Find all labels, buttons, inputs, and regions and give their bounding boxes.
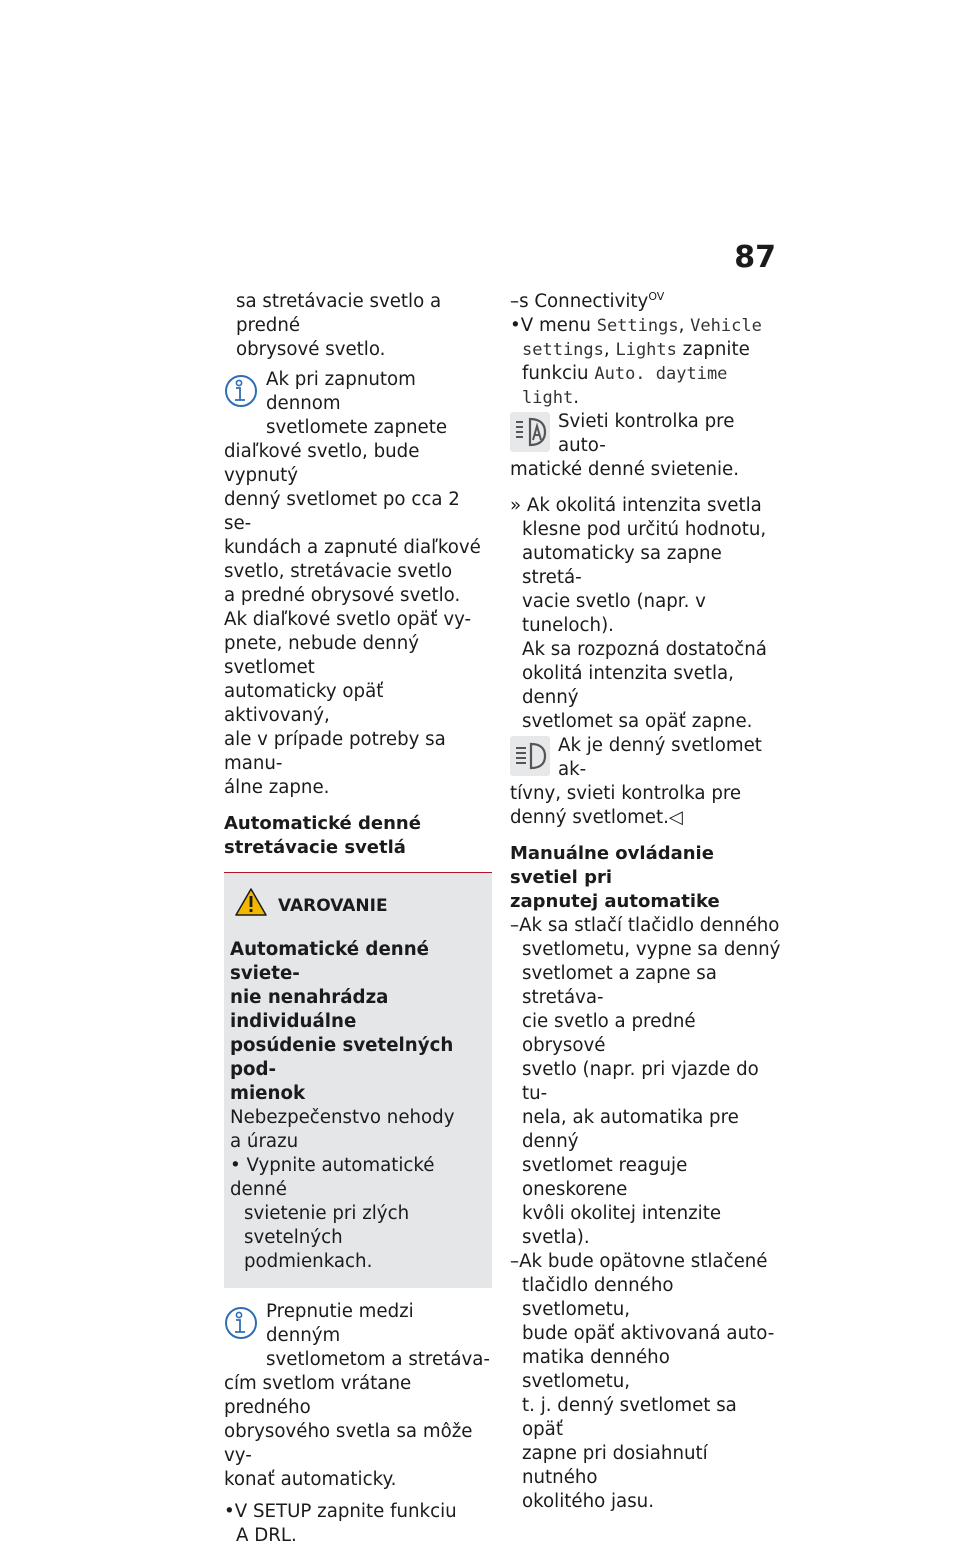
info-icon bbox=[224, 1302, 258, 1349]
text-line: obrysového svetla sa môže vy- bbox=[224, 1421, 473, 1466]
intro-paragraph bbox=[224, 290, 492, 362]
text-line: Nebezpečenstvo nehody bbox=[230, 1107, 455, 1128]
text-line: svetlomet a zapne sa stretáva- bbox=[522, 963, 717, 1008]
heading-line: zapnutej automatike bbox=[510, 891, 720, 912]
text-line: svetlomet reaguje oneskorene bbox=[522, 1155, 688, 1200]
warning-box bbox=[224, 873, 492, 1288]
connectivity-superscript: OV bbox=[648, 289, 665, 303]
menu-path: light bbox=[522, 388, 574, 408]
list-item bbox=[510, 914, 782, 1250]
menu-path: Vehicle bbox=[690, 316, 762, 336]
right-column bbox=[510, 290, 782, 1514]
text-line: Ak pri zapnutom dennom bbox=[266, 369, 416, 414]
text-run: , bbox=[603, 339, 616, 360]
text-line: nela, ak automatika pre denný bbox=[522, 1107, 739, 1152]
text-line: denný svetlomet.◁ bbox=[510, 807, 683, 828]
text-line: » Ak okolitá intenzita svetla bbox=[510, 495, 762, 516]
info-note-2 bbox=[224, 1300, 492, 1492]
text-line: Ak sa rozpozná dostatočná bbox=[522, 639, 767, 660]
text-line bbox=[510, 338, 782, 362]
text-line: okolitá intenzita svetla, denný bbox=[522, 663, 734, 708]
text-run: zapnite bbox=[676, 339, 750, 360]
text-line: sa stretávacie svetlo a predné bbox=[236, 291, 442, 336]
text-line: vacie svetlo (napr. v tuneloch). bbox=[522, 591, 706, 636]
text-line: A DRL. bbox=[236, 1525, 297, 1546]
text-line: svetlometom a stretáva- bbox=[266, 1349, 490, 1370]
text-line: posúdenie svetelných pod- bbox=[230, 1035, 454, 1080]
text-line: –Ak sa stlačí tlačidlo denného bbox=[510, 915, 780, 936]
text-line: –Ak bude opätovne stlačené bbox=[510, 1251, 768, 1272]
text-line: t. j. denný svetlomet sa opäť bbox=[522, 1395, 737, 1440]
text-line: automaticky sa zapne stretá- bbox=[522, 543, 722, 588]
warning-triangle-icon bbox=[234, 887, 268, 924]
warning-consequence bbox=[230, 1106, 484, 1154]
text-run: funkciu bbox=[522, 363, 595, 384]
text-line: zapne pri dosiahnutí nutného bbox=[522, 1443, 708, 1488]
warning-title: VAROVANIE bbox=[278, 895, 388, 916]
text-line: obrysové svetlo. bbox=[236, 339, 386, 360]
text-line: •V SETUP zapnite funkciu bbox=[224, 1501, 457, 1522]
text-line: Ak je denný svetlomet ak- bbox=[558, 735, 762, 780]
menu-path: Auto. daytime bbox=[594, 364, 728, 384]
text-line: a predné obrysové svetlo. bbox=[224, 585, 461, 606]
menu-step bbox=[510, 314, 782, 410]
section-heading bbox=[510, 842, 782, 914]
text-line: Automatické denné sviete- bbox=[230, 939, 430, 984]
menu-path: settings bbox=[522, 340, 604, 360]
text-line: kvôli okolitej intenzite svetla). bbox=[522, 1203, 722, 1248]
page-number: 87 bbox=[734, 240, 776, 275]
daytime-running-light-icon bbox=[510, 736, 550, 776]
text-line: okolitého jasu. bbox=[522, 1491, 654, 1512]
text-line: klesne pod určitú hodnotu, bbox=[522, 519, 767, 540]
text-line: kundách a zapnuté diaľkové bbox=[224, 537, 481, 558]
text-line: svetlometu, vypne sa denný bbox=[522, 939, 781, 960]
setup-step bbox=[224, 1500, 492, 1548]
menu-path: Lights bbox=[615, 340, 677, 360]
text-line bbox=[510, 314, 782, 338]
list-item bbox=[510, 1250, 782, 1514]
text-line: konať automaticky. bbox=[224, 1469, 397, 1490]
text-run: •V menu bbox=[510, 315, 597, 336]
text-line: • Vypnite automatické denné bbox=[230, 1155, 435, 1200]
text-line: svetlo, stretávacie svetlo bbox=[224, 561, 453, 582]
paragraph bbox=[224, 608, 492, 800]
result-paragraph bbox=[510, 494, 782, 734]
connectivity-text: –s Connectivity bbox=[510, 291, 649, 312]
text-line: svetlomete zapnete bbox=[266, 417, 448, 438]
text-line: Prepnutie medzi denným bbox=[266, 1301, 414, 1346]
heading-line: Manuálne ovládanie svetiel pri bbox=[510, 843, 714, 888]
left-column bbox=[224, 290, 492, 1548]
connectivity-line bbox=[510, 290, 782, 314]
text-line: automaticky opäť aktivovaný, bbox=[224, 681, 384, 726]
text-run: , bbox=[678, 315, 691, 336]
text-line: Ak diaľkové svetlo opäť vy- bbox=[224, 609, 472, 630]
text-line: pnete, nebude denný svetlomet bbox=[224, 633, 420, 678]
text-line: bude opäť aktivovaná auto- bbox=[522, 1323, 775, 1344]
text-line: a úrazu bbox=[230, 1131, 299, 1152]
text-line: álne zapne. bbox=[224, 777, 330, 798]
text-line: nie nenahrádza individuálne bbox=[230, 987, 389, 1032]
text-line: matické denné svietenie. bbox=[510, 459, 740, 480]
indicator-note-drl bbox=[510, 734, 782, 830]
text-line: svetlomet sa opäť zapne. bbox=[522, 711, 753, 732]
text-line bbox=[510, 362, 782, 386]
text-line: cie svetlo a predné obrysové bbox=[522, 1011, 696, 1056]
info-icon bbox=[224, 370, 258, 417]
info-note-1 bbox=[224, 368, 492, 608]
text-line: Svieti kontrolka pre auto- bbox=[558, 411, 735, 456]
text-line: matika denného svetlometu, bbox=[522, 1347, 670, 1392]
text-line: tlačidlo denného svetlometu, bbox=[522, 1275, 674, 1320]
text-line: tívny, svieti kontrolka pre bbox=[510, 783, 742, 804]
text-line: cím svetlom vrátane predného bbox=[224, 1373, 412, 1418]
heading-line: Automatické denné bbox=[224, 813, 421, 834]
warning-bullet bbox=[230, 1154, 484, 1274]
text-line: denný svetlomet po cca 2 se- bbox=[224, 489, 460, 534]
menu-path: Settings bbox=[596, 316, 679, 336]
indicator-note-auto bbox=[510, 410, 782, 482]
section-heading bbox=[224, 812, 492, 860]
warning-header bbox=[234, 887, 484, 924]
text-line: svietenie pri zlých svetelných bbox=[244, 1203, 410, 1248]
text-line bbox=[510, 386, 782, 410]
text-line: podmienkach. bbox=[244, 1251, 373, 1272]
text-run: . bbox=[573, 387, 579, 408]
auto-light-indicator-icon bbox=[510, 412, 550, 452]
text-line: mienok bbox=[230, 1083, 306, 1104]
text-line: ale v prípade potreby sa manu- bbox=[224, 729, 446, 774]
heading-line: stretávacie svetlá bbox=[224, 837, 406, 858]
text-line: diaľkové svetlo, bude vypnutý bbox=[224, 441, 420, 486]
text-line: svetlo (napr. pri vjazde do tu- bbox=[522, 1059, 759, 1104]
warning-statement bbox=[230, 938, 484, 1106]
